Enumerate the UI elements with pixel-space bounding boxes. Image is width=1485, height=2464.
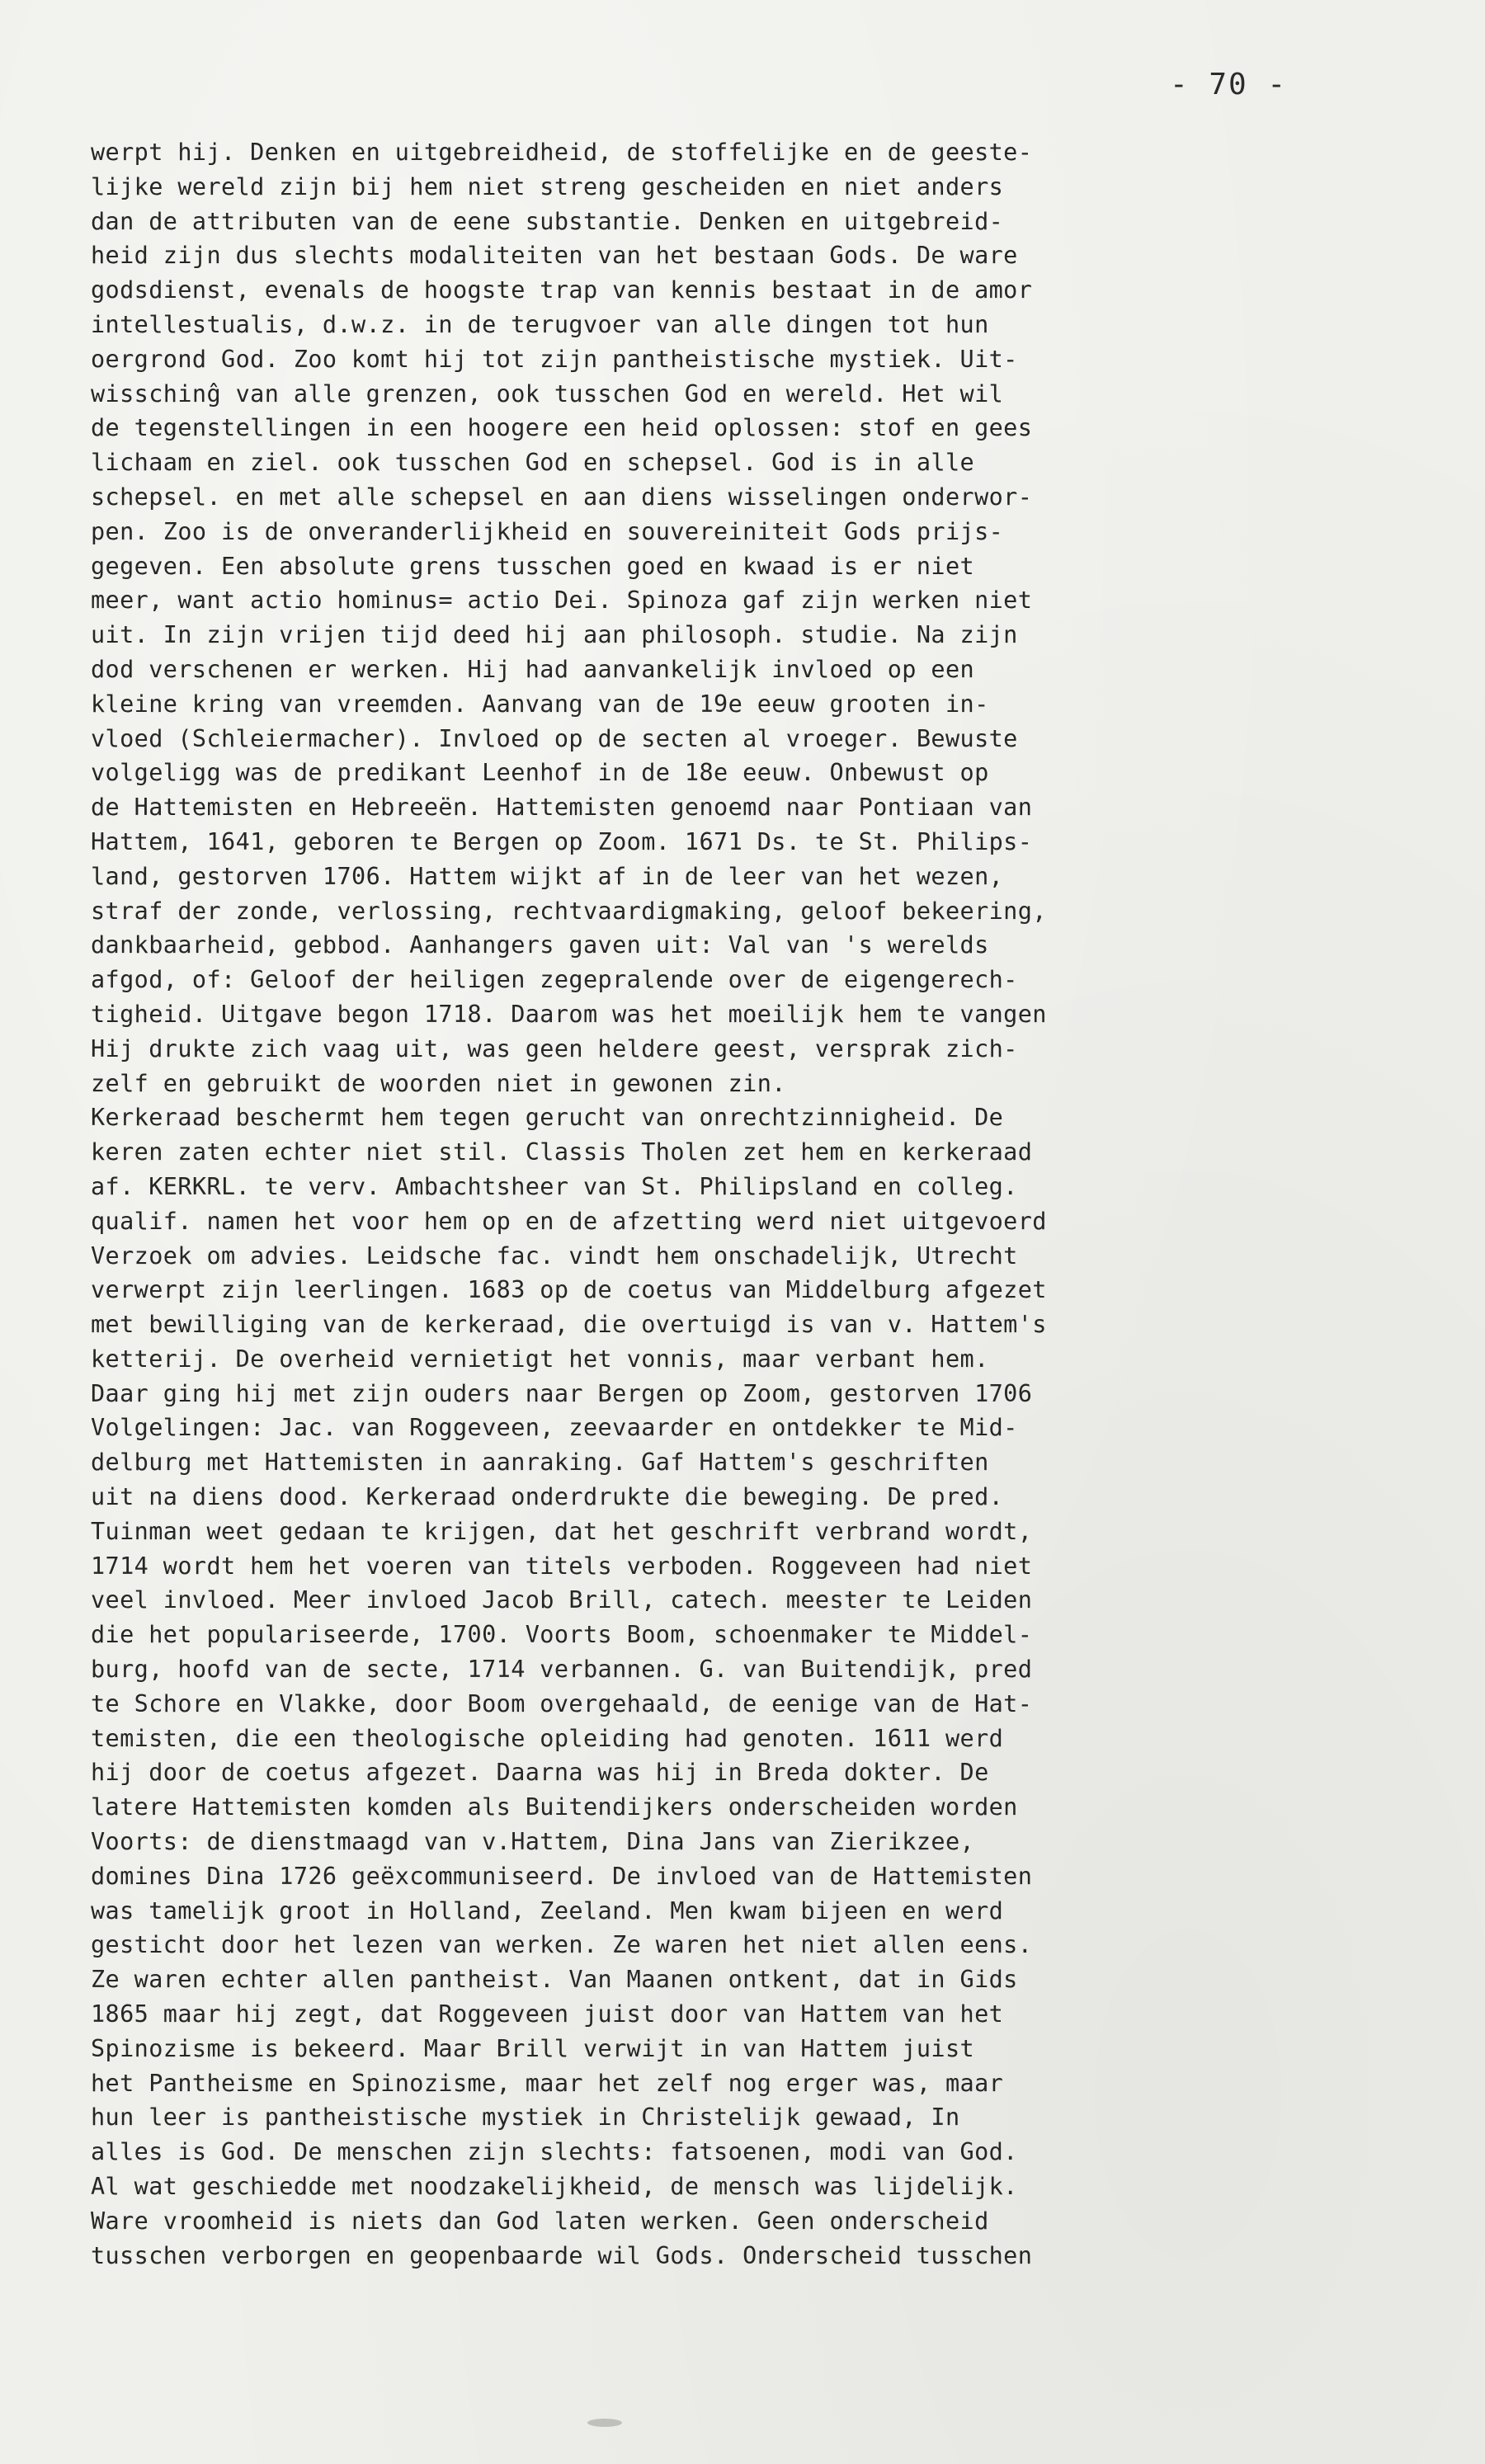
text-line: oergrond God. Zoo komt hij tot zijn pantheistische mystiek. Uit-: [91, 345, 1018, 373]
text-line: uit. In zijn vrijen tijd deed hij aan philosoph. studie. Na zijn: [91, 621, 1018, 649]
text-line: het Pantheisme en Spinozisme, maar het zelf nog erger was, maar: [91, 2069, 1004, 2097]
text-line: veel invloed. Meer invloed Jacob Brill, catech. meester te Leiden: [91, 1586, 1033, 1614]
text-line: godsdienst, evenals de hoogste trap van kennis bestaat in de amor: [91, 276, 1033, 304]
text-line: schepsel. en met alle schepsel en aan diens wisselingen onderwor-: [91, 483, 1033, 511]
text-line: land, gestorven 1706. Hattem wijkt af in de leer van het wezen,: [91, 862, 1004, 890]
text-line: Hattem, 1641, geboren te Bergen op Zoom. 1671 Ds. te St. Philips-: [91, 827, 1033, 855]
text-line: intellestualis, d.w.z. in de terugvoer van alle dingen tot hun: [91, 310, 989, 338]
text-line: qualif. namen het voor hem op en de afzetting werd niet uitgevoerd: [91, 1207, 1047, 1235]
text-line: ketterij. De overheid vernietigt het vonnis, maar verbant hem.: [91, 1345, 989, 1373]
text-line: Spinozisme is bekeerd. Maar Brill verwijt in van Hattem juist: [91, 2034, 975, 2062]
text-line: Volgelingen: Jac. van Roggeveen, zeevaarder en ontdekker te Mid-: [91, 1414, 1018, 1442]
text-line: 1714 wordt hem het voeren van titels verboden. Roggeveen had niet: [91, 1552, 1033, 1580]
text-line: volgeligg was de predikant Leenhof in de 18e eeuw. Onbewust op: [91, 759, 989, 787]
text-line: Ze waren echter allen pantheist. Van Maanen ontkent, dat in Gids: [91, 1966, 1018, 1994]
text-line: tigheid. Uitgave begon 1718. Daarom was het moeilijk hem te vangen: [91, 1000, 1047, 1028]
text-line: werpt hij. Denken en uitgebreidheid, de stoffelijke en de geeste-: [91, 139, 1033, 166]
text-line: af. KERKRL. te verv. Ambachtsheer van St. Philipsland en colleg.: [91, 1172, 1018, 1200]
text-line: Voorts: de dienstmaagd van v.Hattem, Dina Jans van Zierikzee,: [91, 1828, 975, 1856]
text-line: domines Dina 1726 geëxcommuniseerd. De invloed van de Hattemisten: [91, 1862, 1033, 1890]
text-line: latere Hattemisten komden als Buitendijkers onderscheiden worden: [91, 1793, 1018, 1821]
text-line: burg, hoofd van de secte, 1714 verbannen. G. van Buitendijk, pred: [91, 1656, 1033, 1684]
text-line: kleine kring van vreemden. Aanvang van de 19e eeuw grooten in-: [91, 690, 989, 718]
text-line: keren zaten echter niet stil. Classis Tholen zet hem en kerkeraad: [91, 1138, 1033, 1166]
text-line: lijke wereld zijn bij hem niet streng gescheiden en niet anders: [91, 172, 1004, 200]
text-line: temisten, die een theologische opleiding had genoten. 1611 werd: [91, 1724, 1004, 1752]
text-line: verwerpt zijn leerlingen. 1683 op de coetus van Middelburg afgezet: [91, 1276, 1047, 1304]
text-line: gesticht door het lezen van werken. Ze waren het niet allen eens.: [91, 1931, 1033, 1959]
text-line: de tegenstellingen in een hoogere een heid oplossen: stof en gees: [91, 414, 1033, 442]
text-line: die het populariseerde, 1700. Voorts Boom, schoenmaker te Middel-: [91, 1621, 1033, 1649]
text-line: met bewilliging van de kerkeraad, die overtuigd is van v. Hattem's: [91, 1311, 1047, 1339]
text-line: pen. Zoo is de onveranderlijkheid en souvereiniteit Gods prijs-: [91, 517, 1004, 545]
text-line: Verzoek om advies. Leidsche fac. vindt hem onschadelijk, Utrecht: [91, 1241, 1018, 1270]
typewritten-body-text: [91, 135, 1444, 2273]
text-line: Tuinman weet gedaan te krijgen, dat het geschrift verbrand wordt,: [91, 1517, 1033, 1545]
text-line: lichaam en ziel. ook tusschen God en schepsel. God is in alle: [91, 449, 975, 477]
text-line: vloed (Schleiermacher). Invloed op de secten al vroeger. Bewuste: [91, 724, 1018, 752]
text-line: zelf en gebruikt de woorden niet in gewonen zin.: [91, 1069, 786, 1097]
text-line: Ware vroomheid is niets dan God laten werken. Geen onderscheid: [91, 2207, 989, 2235]
text-line: hij door de coetus afgezet. Daarna was hij in Breda dokter. De: [91, 1759, 989, 1787]
ink-smudge: [587, 2419, 622, 2427]
text-line: hun leer is pantheistische mystiek in Christelijk gewaad, In: [91, 2104, 960, 2132]
text-line: alles is God. De menschen zijn slechts: fatsoenen, modi van God.: [91, 2138, 1018, 2166]
text-line: wisschinĝ van alle grenzen, ook tusschen God en wereld. Het wil: [91, 379, 1004, 408]
text-line: de Hattemisten en Hebreeën. Hattemisten genoemd naar Pontiaan van: [91, 794, 1033, 822]
text-line: te Schore en Vlakke, door Boom overgehaald, de eenige van de Hat-: [91, 1689, 1033, 1717]
text-line: dod verschenen er werken. Hij had aanvankelijk invloed op een: [91, 655, 975, 683]
text-line: Hij drukte zich vaag uit, was geen heldere geest, versprak zich-: [91, 1034, 1018, 1062]
text-line: delburg met Hattemisten in aanraking. Gaf Hattem's geschriften: [91, 1449, 989, 1477]
text-line: Daar ging hij met zijn ouders naar Bergen op Zoom, gestorven 1706: [91, 1379, 1033, 1407]
text-line: Kerkeraad beschermt hem tegen gerucht van onrechtzinnigheid. De: [91, 1104, 1004, 1132]
text-line: dan de attributen van de eene substantie. Denken en uitgebreid-: [91, 207, 1004, 235]
text-line: tusschen verborgen en geopenbaarde wil Gods. Onderscheid tusschen: [91, 2241, 1033, 2269]
page-number: - 70 -: [1170, 68, 1288, 101]
text-line: dankbaarheid, gebbod. Aanhangers gaven uit: Val van 's werelds: [91, 931, 989, 959]
text-line: afgod, of: Geloof der heiligen zegepralende over de eigengerech-: [91, 966, 1018, 994]
text-line: was tamelijk groot in Holland, Zeeland. Men kwam bijeen en werd: [91, 1896, 1004, 1925]
text-line: meer, want actio hominus= actio Dei. Spinoza gaf zijn werken niet: [91, 587, 1033, 615]
text-line: heid zijn dus slechts modaliteiten van het bestaan Gods. De ware: [91, 242, 1018, 270]
text-line: gegeven. Een absolute grens tusschen goed en kwaad is er niet: [91, 552, 975, 580]
text-line: Al wat geschiedde met noodzakelijkheid, de mensch was lijdelijk.: [91, 2173, 1018, 2201]
text-line: uit na diens dood. Kerkeraad onderdrukte die beweging. De pred.: [91, 1483, 1004, 1511]
text-line: straf der zonde, verlossing, rechtvaardigmaking, geloof bekeering,: [91, 897, 1047, 925]
text-line: 1865 maar hij zegt, dat Roggeveen juist door van Hattem van het: [91, 2000, 1004, 2028]
